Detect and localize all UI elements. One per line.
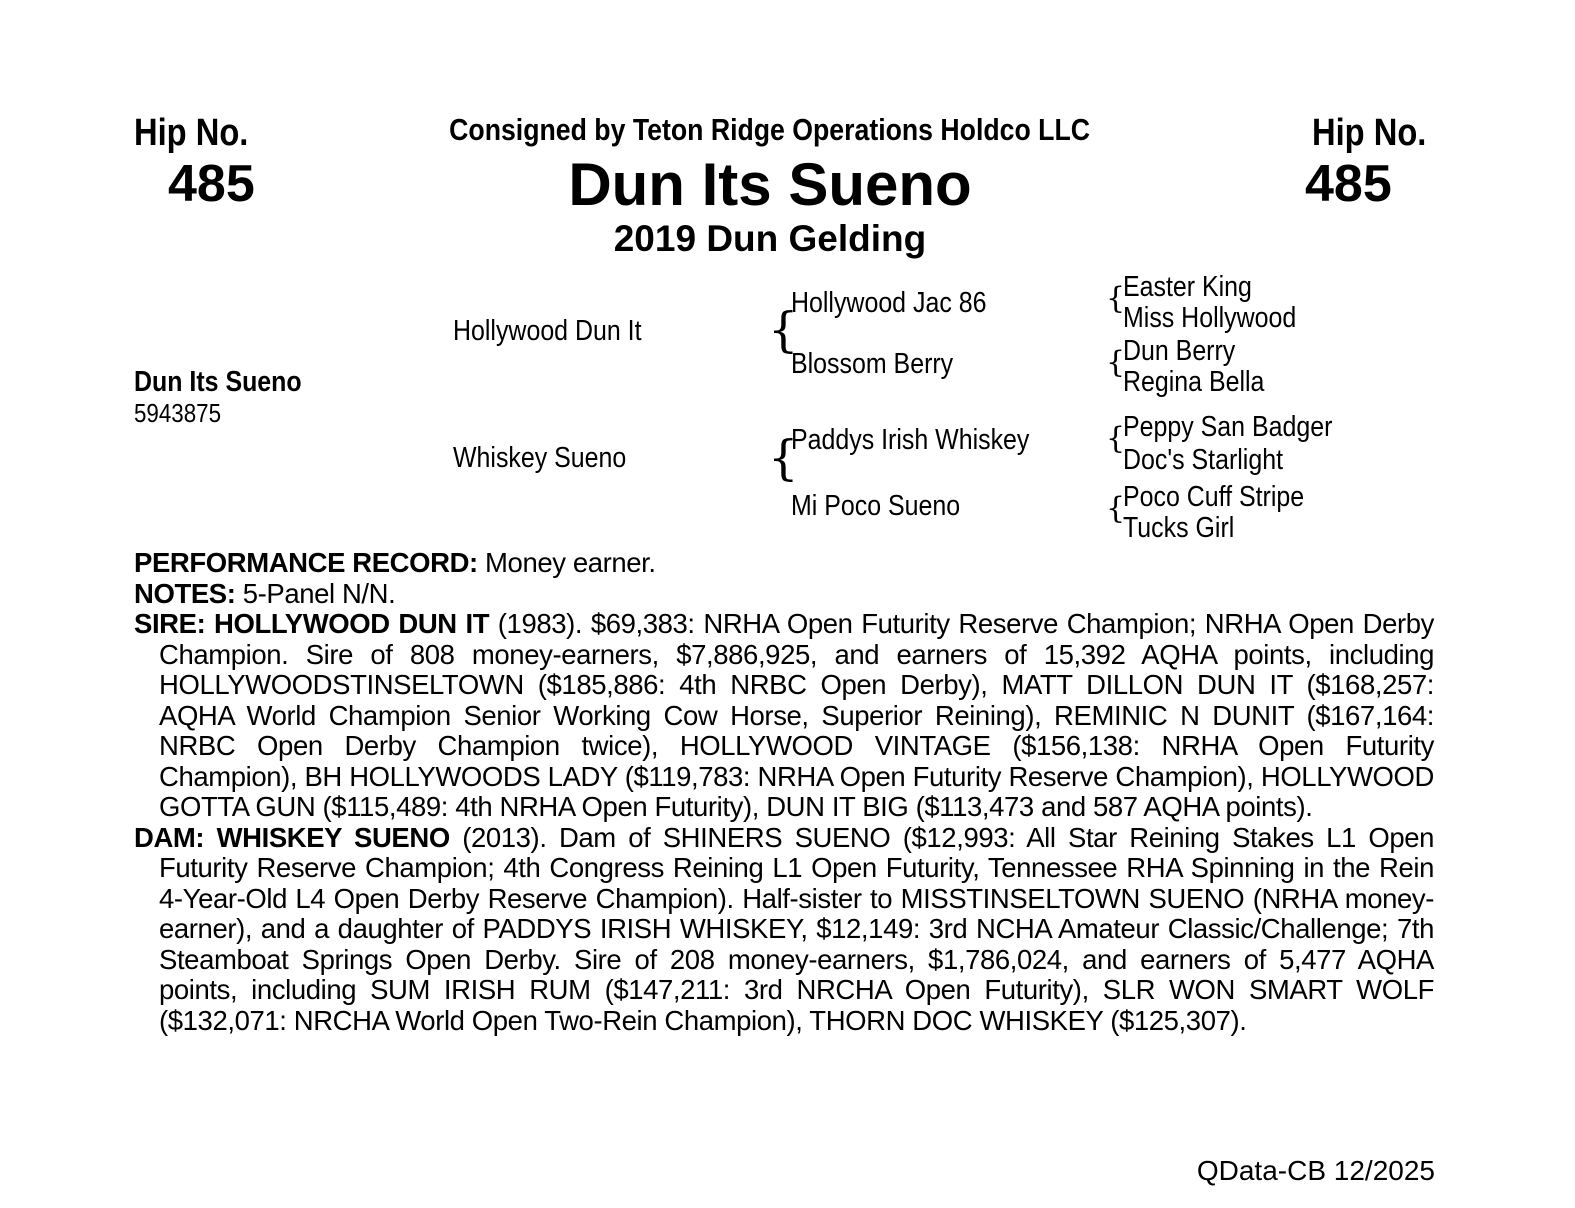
brace-gg-3: { bbox=[1106, 421, 1126, 456]
pedigree-dam-dam: Mi Poco Sueno bbox=[791, 490, 961, 522]
sire-text: (1983). $69,383: NRHA Open Futurity Reserve Champion; NRHA Open Derby Champion. Sire of 808 money-earners, $7,886,925, and earners of 15,392 AQHA points, including HOLLYWOODSTINSELTOWN ($185,886: 4th NRBC Open Derby), MATT DILLON DUN IT ($168,257: AQHA World Champion Senior Working Cow Horse, Superior Reining), REMINIC N DUNIT ($167,164: NRBC Open Derby Champion twice), HOLLYWOOD VINTAGE ($156,138: NRHA Open Futurity Champion), BH HOLLYWOODS LADY ($119,783: NRHA Open Futurity Reserve Champion), HOLLYWOOD GOTTA GUN ($115,489: 4th NRHA Open Futurity), DUN IT BIG ($113,473 and 587 AQHA points). bbox=[159, 608, 1434, 822]
horse-name: Dun Its Sueno bbox=[568, 151, 972, 218]
brace-sire-side: { bbox=[768, 302, 799, 358]
sire-label: SIRE: HOLLYWOOD DUN IT bbox=[134, 608, 490, 639]
consignor: Consigned by Teton Ridge Operations Holdco LLC bbox=[449, 112, 1091, 147]
brace-gg-1: { bbox=[1106, 281, 1126, 316]
brace-dam-side: { bbox=[768, 430, 799, 486]
pedigree-gg-3: Dun Berry bbox=[1123, 335, 1236, 367]
pedigree-dam-sire: Paddys Irish Whiskey bbox=[791, 424, 1030, 456]
dam-text: (2013). Dam of SHINERS SUENO ($12,993: All Star Reining Stakes L1 Open Futurity Reserve Champion; 4th Congress Reining L1 Open Futurity, Tennessee RHA Spinning in the Rein 4-Year-Old L4 Open Derby Reserve Champion). Half-sister to MISSTINSELTOWN SUENO (NRHA money-earner), and a daughter of PADDYS IRISH WHISKEY, $12,149: 3rd NCHA Amateur Classic/Challenge; 7th Steamboat Springs Open Derby. Sire of 208 money-earners, $1,786,024, and earners of 5,477 AQHA points, including SUM IRISH RUM ($147,211: 3rd NRCHA Open Futurity), SLR WON SMART WOLF ($132,071: NRCHA World Open Two-Rein Champion), THORN DOC WHISKEY ($125,307). bbox=[159, 821, 1435, 1036]
pedigree-sire-dam: Blossom Berry bbox=[791, 348, 954, 380]
brace-gg-4: { bbox=[1106, 491, 1126, 526]
pedigree-gg-1: Easter King bbox=[1123, 271, 1252, 303]
pedigree-gg-4: Regina Bella bbox=[1123, 366, 1265, 398]
dam-paragraph bbox=[134, 823, 1434, 1037]
notes-text: 5-Panel N/N. bbox=[235, 577, 396, 609]
hip-label-left: Hip No. bbox=[134, 112, 249, 154]
pedigree-dam: Whiskey Sueno bbox=[453, 442, 627, 474]
pedigree-gg-8: Tucks Girl bbox=[1123, 512, 1235, 544]
footer-code: QData-CB 12/2025 bbox=[1196, 1155, 1435, 1186]
hip-number-right: 485 bbox=[1305, 155, 1392, 213]
catalog-body bbox=[134, 548, 1434, 1036]
notes-label: NOTES: bbox=[134, 577, 236, 609]
sire-paragraph bbox=[134, 609, 1434, 823]
notes bbox=[134, 579, 1434, 610]
performance-text: Money earner. bbox=[477, 547, 656, 578]
pedigree-sire-sire: Hollywood Jac 86 bbox=[791, 287, 987, 319]
pedigree-gg-7: Poco Cuff Stripe bbox=[1123, 481, 1305, 513]
hip-label-right: Hip No. bbox=[1312, 112, 1427, 154]
pedigree-gg-6: Doc's Starlight bbox=[1123, 444, 1284, 476]
dam-label: DAM: WHISKEY SUENO bbox=[134, 821, 450, 853]
pedigree-subject-name: Dun Its Sueno bbox=[134, 366, 302, 398]
pedigree-gg-5: Peppy San Badger bbox=[1123, 411, 1333, 443]
performance-record bbox=[134, 548, 1434, 579]
pedigree-gg-2: Miss Hollywood bbox=[1123, 302, 1297, 334]
horse-description: 2019 Dun Gelding bbox=[613, 218, 927, 259]
performance-label: PERFORMANCE RECORD: bbox=[134, 547, 478, 578]
pedigree-sire: Hollywood Dun It bbox=[453, 315, 642, 347]
brace-gg-2: { bbox=[1106, 345, 1126, 380]
hip-number-left: 485 bbox=[168, 155, 255, 213]
pedigree-reg-number: 5943875 bbox=[134, 398, 222, 428]
